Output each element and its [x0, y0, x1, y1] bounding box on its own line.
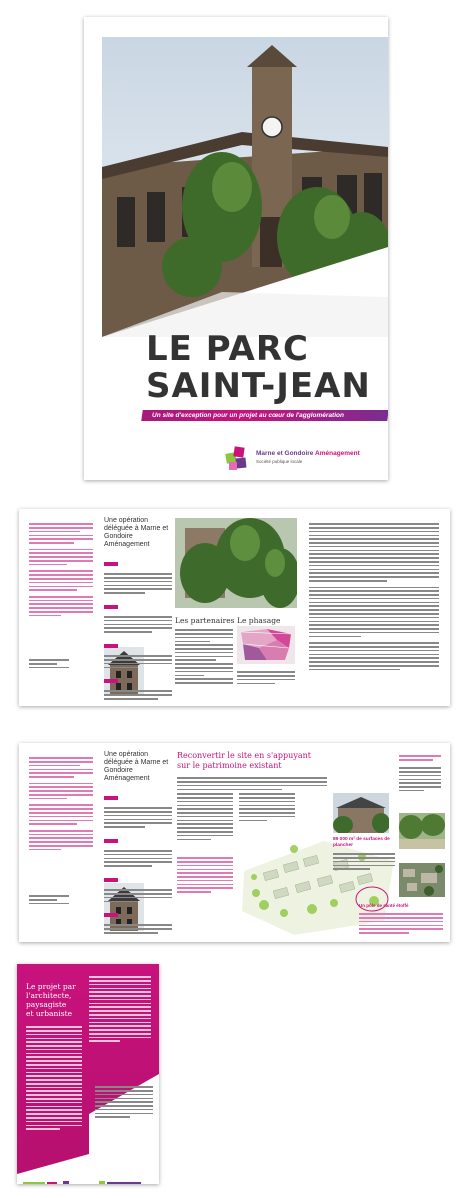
aerial-photo [399, 863, 445, 897]
back-white-panel [17, 964, 159, 1184]
partners-text [175, 627, 233, 686]
surface-stat: 89 000 m² de surfaces de plancher [333, 837, 390, 848]
right-highlight-title [399, 753, 441, 763]
spread-2 [19, 743, 450, 942]
trees-photo [175, 518, 297, 608]
intro-text-block [29, 521, 93, 619]
phases-list [177, 855, 233, 895]
back-col-right-lower [95, 1084, 153, 1120]
section-tag [104, 878, 118, 882]
health-pole-list [359, 911, 443, 936]
back-title-line1: Le projet par [26, 982, 76, 991]
section-tag [104, 605, 118, 609]
brand-logo-icon [224, 445, 252, 473]
spread-1 [19, 509, 450, 706]
phasing-text [237, 669, 295, 686]
right-column-text [309, 521, 439, 673]
signature-block [29, 657, 69, 671]
main-title-line2: sur le patrimoine existant [177, 761, 282, 770]
intro-text-block [29, 755, 93, 853]
phasing-title: Le phasage [237, 616, 281, 625]
phasing-map [237, 626, 295, 664]
partner-logos [23, 1175, 153, 1182]
section-tag [104, 839, 118, 843]
right-text-a [399, 765, 441, 794]
cover-building-photo [102, 37, 388, 337]
back-title-line2: l'architecte, [26, 991, 72, 1000]
section-tag [104, 913, 118, 917]
main-title-line1: Reconvertir le site en s'appuyant [177, 751, 311, 760]
spread2-col-a [177, 791, 233, 842]
brand-name-accent: Aménagement [315, 450, 360, 457]
brand-name-main: Marne et Gondoire [256, 450, 314, 457]
building-thumb-photo [333, 793, 389, 833]
partners-title: Les partenaires [175, 616, 235, 625]
spread2-body [104, 787, 172, 936]
brand-sub: Société publique locale [256, 459, 303, 464]
health-pole-title: Un pôle de santé étoffé [359, 903, 409, 908]
spread2-col-b [239, 791, 295, 823]
spread2-intro-text [177, 775, 327, 792]
section-tag [104, 562, 118, 566]
garden-photo [399, 813, 445, 849]
signature-block [29, 893, 69, 907]
section-tag [104, 644, 118, 648]
stat-text [333, 851, 395, 872]
cover-title-line2: SAINT-JEAN [146, 366, 371, 406]
cover-page [84, 17, 388, 480]
cover-title-line1: LE PARC [146, 329, 309, 369]
back-page [17, 964, 159, 1184]
section-tag [104, 796, 118, 800]
brand-name [256, 450, 360, 457]
spread1-body [104, 553, 172, 702]
cover-subtitle: Un site d'exception pour un projet au cœur de l'agglomération [152, 412, 344, 419]
back-title-line3: paysagiste [26, 1000, 67, 1009]
back-title-line4: et urbaniste [26, 1009, 73, 1018]
spread1-heading: Une opération déléguée à Marne et Gondoire Aménagement [104, 517, 169, 548]
spread2-main-title [177, 751, 311, 771]
spread2-heading: Une opération déléguée à Marne et Gondoire Aménagement [104, 751, 169, 782]
section-tag [104, 679, 118, 683]
